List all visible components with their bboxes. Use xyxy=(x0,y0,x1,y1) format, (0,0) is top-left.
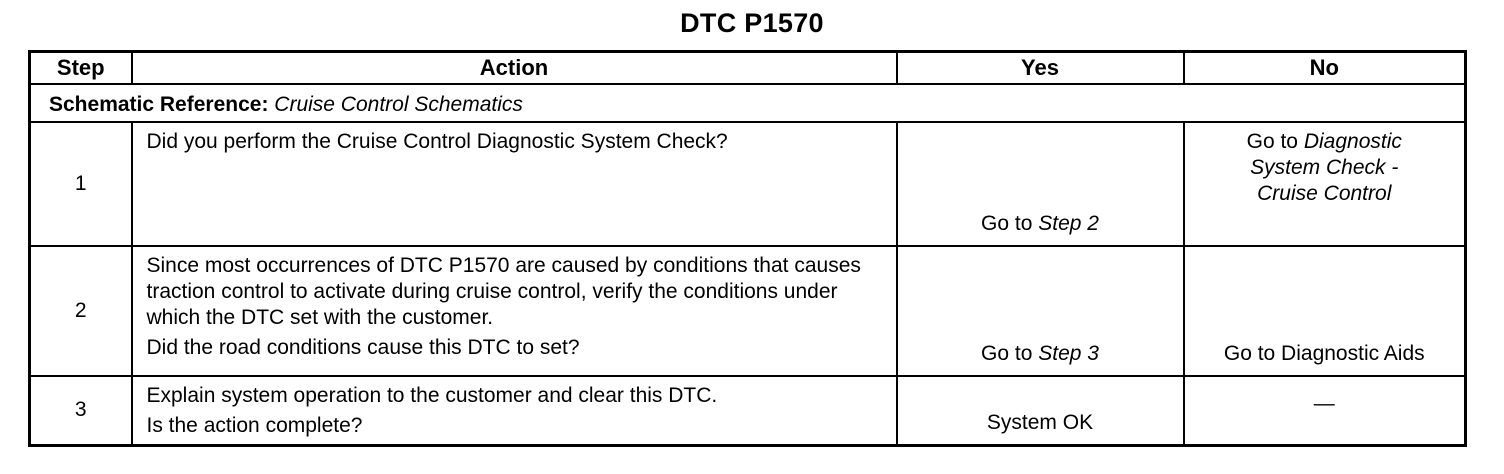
no-cell xyxy=(1184,246,1466,376)
no-link-part-1[interactable]: Diagnostic xyxy=(1303,129,1402,153)
schematic-reference-row xyxy=(30,84,1466,122)
table-row xyxy=(30,376,1466,446)
table-row xyxy=(30,122,1466,246)
diagnostic-table xyxy=(28,50,1467,447)
no-cell xyxy=(1184,376,1466,446)
step-number: 3 xyxy=(30,376,132,446)
schematic-reference-cell xyxy=(30,84,1466,122)
no-result-dash: — xyxy=(1313,391,1335,415)
table-row xyxy=(30,246,1466,376)
no-prefix: Go to xyxy=(1246,129,1298,153)
action-question: Is the action complete? xyxy=(146,413,363,437)
action-question: Did the road conditions cause this DTC to set? xyxy=(146,335,580,359)
no-link-part-2[interactable]: System Check - xyxy=(1250,155,1399,179)
header-row xyxy=(30,52,1466,84)
schematic-reference-label: Schematic Reference: xyxy=(49,92,269,116)
yes-cell xyxy=(897,122,1184,246)
yes-step-link[interactable]: Step 3 xyxy=(1038,341,1099,365)
page-title: DTC P1570 xyxy=(680,8,824,38)
yes-prefix: Go to xyxy=(981,341,1033,365)
no-link-part-3[interactable]: Cruise Control xyxy=(1257,181,1392,205)
no-diagnostic-aids-link[interactable]: Go to Diagnostic Aids xyxy=(1223,341,1425,365)
column-header-yes: Yes xyxy=(897,52,1184,84)
action-cell xyxy=(132,246,897,376)
yes-step-link[interactable]: Step 2 xyxy=(1038,211,1099,235)
no-cell xyxy=(1184,122,1466,246)
column-header-action: Action xyxy=(132,52,897,84)
action-cell xyxy=(132,376,897,446)
column-header-step: Step xyxy=(30,52,132,84)
action-text: Did you perform the Cruise Control Diagnostic System Check? xyxy=(146,129,728,153)
column-header-no: No xyxy=(1184,52,1466,84)
action-cell xyxy=(132,122,897,246)
action-text: Since most occurrences of DTC P1570 are caused by conditions that causes traction control to activate during cruise control, verify the conditions under which the DTC set with the customer. xyxy=(146,253,861,329)
yes-prefix: Go to xyxy=(981,211,1033,235)
yes-cell xyxy=(897,246,1184,376)
step-number: 2 xyxy=(30,246,132,376)
action-text: Explain system operation to the customer and clear this DTC. xyxy=(146,383,718,407)
yes-result-text: System OK xyxy=(986,411,1094,434)
schematic-reference-link[interactable]: Cruise Control Schematics xyxy=(274,92,523,116)
step-number: 1 xyxy=(30,122,132,246)
yes-cell xyxy=(897,376,1184,446)
